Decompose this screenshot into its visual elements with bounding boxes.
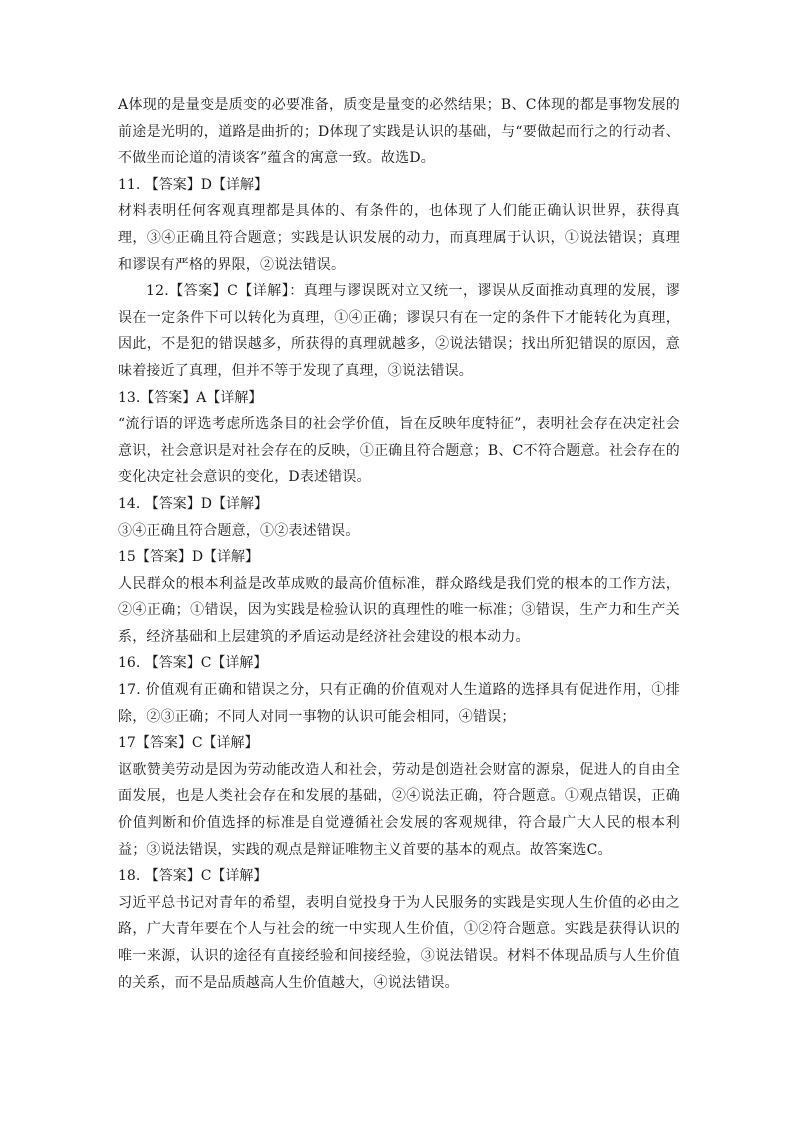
answer-heading-17: 17【答案】C【详解】 <box>118 735 259 752</box>
answer-heading-13: 13.【答案】A【详解】 <box>118 389 263 406</box>
explanation-17: 讴歌赞美劳动是因为劳动能改造人和社会，劳动是创造社会财富的源泉，促进人的自由全面发展，也是人类社会存在和发展的基础，②④说法正确，符合题意。①观点错误，正确价值判断和价值选择的标准是自觉遵循社会发展的客观规律，符合最广大人民的根本利益；③说法错误，实践的观点是辩证唯物主义首要的基本的观点。故答案选C。 <box>118 761 680 858</box>
explanation-11: 材料表明任何客观真理都是具体的、有条件的，也体现了人们能正确认识世界，获得真理，③④正确且符合题意；实践是认识发展的动力，而真理属于认识，①说法错误；真理和谬误有严格的界限，②说法错误。 <box>118 203 680 273</box>
answer-heading-16: 16. 【答案】C【详解】 <box>118 655 268 672</box>
answer-heading-15: 15【答案】D【详解】 <box>118 549 260 566</box>
paragraph-10-continuation: A体现的是量变是质变的必要准备，质变是量变的必然结果；B、C体现的都是事物发展的前途是光明的，道路是曲折的；D体现了实践是认识的基础，与“要做起而行之的行动者、不做坐而论道的清谈客”蕴含的寓意一致。故选D。 <box>118 97 680 167</box>
explanation-18: 习近平总书记对青年的希望，表明自觉投身于为人民服务的实践是实现人生价值的必由之路，广大青年要在个人与社会的统一中实现人生价值，①②符合题意。实践是获得认识的唯一来源，认识的途径有直接经验和间接经验，③说法错误。材料不体现品质与人生价值的关系，而不是品质越高人生价值越大，④说法错误。 <box>118 894 680 991</box>
explanation-13: “流行语的评选考虑所选条目的社会学价值，旨在反映年度特征”，表明社会存在决定社会意识，社会意识是对社会存在的反映，①正确且符合题意；B、C不符合题意。社会存在的变化决定社会意识的变化，D表述错误。 <box>118 416 680 486</box>
answer-heading-18: 18. 【答案】C【详解】 <box>118 868 268 885</box>
explanation-15: 人民群众的根本利益是改革成败的最高价值标准，群众路线是我们党的根本的工作方法，②④正确；①错误，因为实践是检验认识的真理性的唯一标准；③错误，生产力和生产关系，经济基础和上层建筑的矛盾运动是经济社会建设的根本动力。 <box>118 575 680 645</box>
answer-12: 12.【答案】C【详解】：真理与谬误既对立又统一，谬误从反面推动真理的发展，谬误在一定条件下可以转化为真理，①④正确；谬误只有在一定的条件下才能转化为真理，因此，不是犯的错误越多，所获得的真理就越多，②说法错误；找出所犯错误的原因，意味着接近了真理，但并不等于发现了真理，③说法错误。 <box>118 283 680 379</box>
explanation-14: ③④正确且符合题意，①②表述错误。 <box>118 522 360 539</box>
explanation-16: 17. 价值观有正确和错误之分，只有正确的价值观对人生道路的选择具有促进作用，①排除，②③正确；不同人对同一事物的认识可能会相同，④错误； <box>118 682 680 725</box>
answer-explanations <box>118 92 680 996</box>
answer-heading-14: 14. 【答案】D【详解】 <box>118 495 268 512</box>
answer-heading-11: 11. 【答案】D【详解】 <box>118 176 268 193</box>
